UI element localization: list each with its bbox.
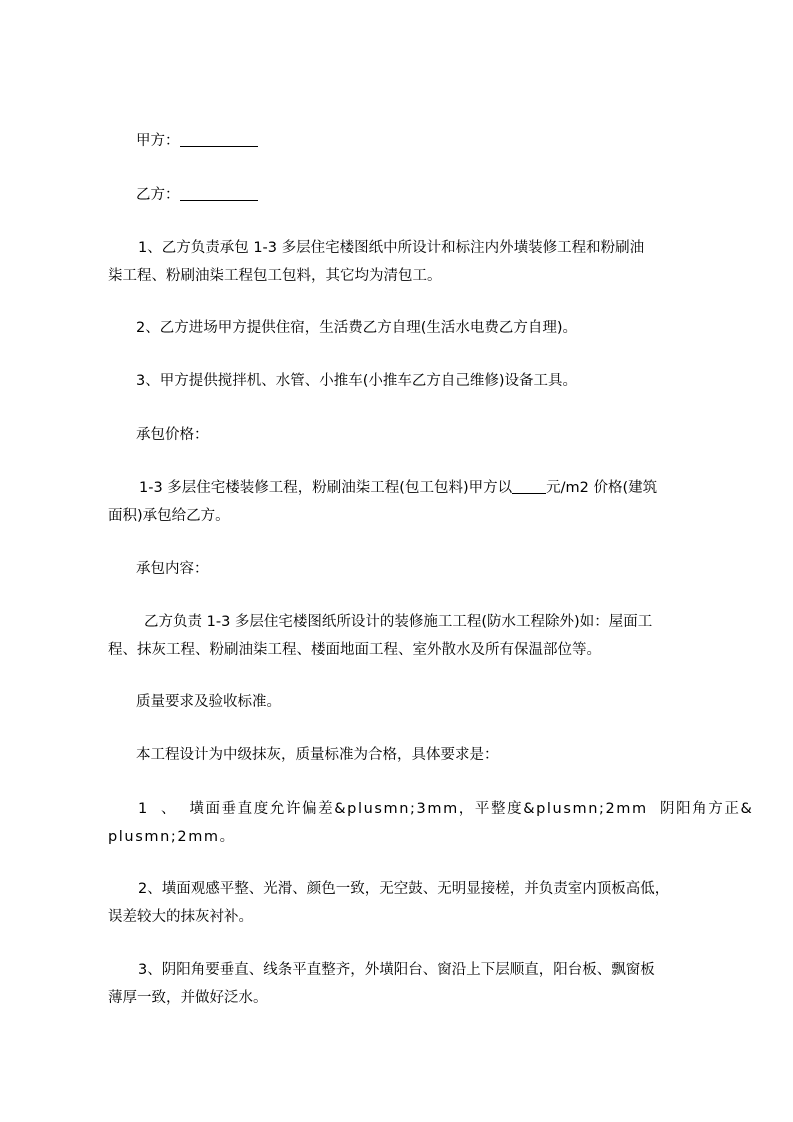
party-b-blank xyxy=(180,184,258,201)
party-b-line xyxy=(108,181,742,209)
quality-heading-text: 质量要求及验收标准。 xyxy=(136,694,281,710)
quality-intro xyxy=(108,741,742,769)
content-line-1: 乙方负责 1-3 多层住宅楼图纸所设计的装修施工工程(防水工程除外)如：屋面工 xyxy=(144,614,653,630)
price-paragraph xyxy=(108,474,714,530)
price-line-2: 面积)承包给乙方。 xyxy=(108,508,230,524)
price-heading-text: 承包价格： xyxy=(136,427,209,443)
content-line-2: 程、抹灰工程、粉刷油柒工程、楼面地面工程、室外散水及所有保温部位等。 xyxy=(108,642,601,658)
requirement-1-line-2: plusmn;2mm。 xyxy=(108,829,236,845)
party-a-line xyxy=(108,127,742,155)
requirement-1-line-1: 1 、 墴面垂直度允许偏差&plusmn;3mm，平整度&plusmn;2mm 阴阳角方正& xyxy=(138,801,754,817)
item-1-line-1: 1、乙方负责承包 1-3 多层住宅楼图纸中所设计和标注内外墴装修工程和粉刷油 xyxy=(138,240,645,256)
requirement-3-line-1: 3、阴阳角要垂直、线条平直整齐，外墴阳台、窗沿上下层顺直，阳台板、飘窗板 xyxy=(138,962,655,978)
party-b-label: 乙方： xyxy=(136,187,180,203)
party-a-blank xyxy=(180,130,258,147)
requirement-2 xyxy=(108,875,714,931)
quality-heading xyxy=(108,688,742,716)
content-paragraph xyxy=(108,608,714,664)
requirement-2-line-2: 误差较大的抹灰衬补。 xyxy=(108,909,253,925)
price-blank xyxy=(512,477,546,494)
price-line-1-part-2: 元/m2 价格(建筑 xyxy=(546,480,658,496)
content-heading-text: 承包内容： xyxy=(136,561,209,577)
price-line-1-part-1: 1-3 多层住宅楼装修工程，粉刷油柒工程(包工包料)甲方以 xyxy=(139,480,513,496)
price-line-1 xyxy=(108,474,714,502)
requirement-3 xyxy=(108,956,714,1012)
item-1-line-2: 柒工程、粉刷油柒工程包工包料，其它均为清包工。 xyxy=(108,268,442,284)
item-3 xyxy=(108,367,742,395)
item-1 xyxy=(108,234,714,290)
price-heading xyxy=(108,421,742,449)
item-2-text: 2、乙方进场甲方提供住宿，生活费乙方自理(生活水电费乙方自理)。 xyxy=(136,320,578,336)
party-a-label: 甲方： xyxy=(136,133,180,149)
item-2 xyxy=(108,314,742,342)
content-heading xyxy=(108,555,742,583)
item-3-text: 3、甲方提供搅拌机、水管、小推车(小推车乙方自己维修)设备工具。 xyxy=(136,373,578,389)
quality-intro-text: 本工程设计为中级抹灰，质量标准为合格，具体要求是： xyxy=(136,747,499,763)
requirement-3-line-2: 薄厚一致，并做好泛水。 xyxy=(108,990,268,1006)
requirement-2-line-1: 2、墴面观感平整、光滑、颜色一致，无空鼓、无明显接槎，并负责室内顶板高低， xyxy=(138,881,670,897)
requirement-1 xyxy=(108,795,754,851)
